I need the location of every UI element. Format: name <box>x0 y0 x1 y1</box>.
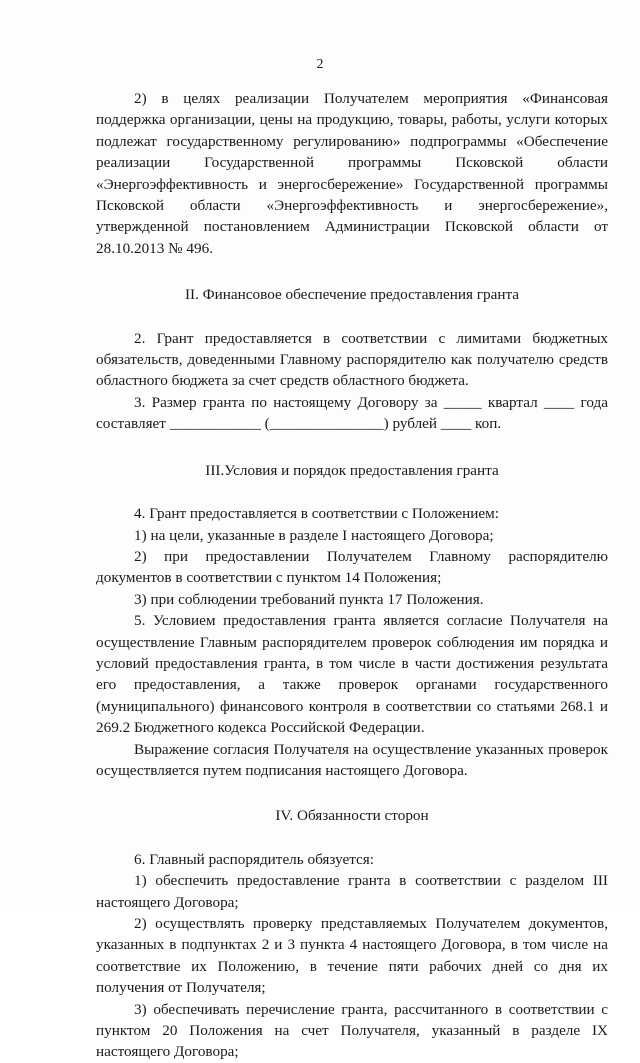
section-heading-3: III.Условия и порядок предоставления гранта <box>205 461 499 479</box>
paragraph-4-3: 3) при соблюдении требований пункта 17 Положения. <box>134 590 484 608</box>
paragraph-6-3: 3) обеспечивать перечисление гранта, рассчитанного в соответствии с пунктом 20 Положения на счет Получателя, указанный в разделе IX настоящего Договора; <box>96 1000 608 1061</box>
document-body <box>96 88 608 1063</box>
paragraph-6-1: 1) обеспечить предоставление гранта в соответствии с разделом III настоящего Договора; <box>96 872 608 911</box>
paragraph-3: 3. Размер гранта по настоящему Договору за _____ квартал ____ года составляет ____________ (_______________) рублей ____ коп. <box>96 393 608 433</box>
paragraph-5-consent: Выражение согласия Получателя на осуществление указанных проверок осуществляется путем подписания настоящего Договора. <box>96 740 608 779</box>
paragraph-2: 2. Грант предоставляется в соответствии с лимитами бюджетных обязательств, доведенными Главному распорядителю как получателю средств областного бюджета за счет средств областного бюджета. <box>96 329 608 390</box>
section-heading-4: IV. Обязанности сторон <box>275 807 429 825</box>
page-number: 2 <box>316 57 324 72</box>
paragraph-6: 6. Главный распорядитель обязуется: <box>134 850 374 868</box>
paragraph-4-1: 1) на цели, указанные в разделе I настоящего Договора; <box>134 526 494 544</box>
paragraph-6-2: 2) осуществлять проверку представляемых Получателем документов, указанных в подпунктах 2 и 3 пункта 4 настоящего Договора, в том числе на соответствие их Положению, в течение пяти рабочих дней со дня их получения от Получателя; <box>96 915 608 997</box>
paragraph-1-2: 2) в целях реализации Получателем мероприятия «Финансовая поддержка организации, цены на продукцию, товары, работы, услуги которых подлежат государственному регулированию» подпрограммы «Обеспечение реализации Государственной программы Псковской области «Энергоэффективность и энергосбережение» Государственной программы Псковской области «Энергоэффективность и энергосбережение», утвержденной постановлением Администрации Псковской области от 28.10.2013 № 496. <box>96 90 608 257</box>
paragraph-4-2: 2) при предоставлении Получателем Главному распорядителю документов в соответствии с пунктом 14 Положения; <box>96 547 608 587</box>
paragraph-4: 4. Грант предоставляется в соответствии с Положением: <box>134 505 499 523</box>
paragraph-5: 5. Условием предоставления гранта является согласие Получателя на осуществление Главным распорядителем проверок соблюдения им порядка и условий предоставления гранта, в том числе в части достижения результата его предоставления, а также проверок органами государственного (муниципального) финансового контроля в соответствии со статьями 268.1 и 269.2 Бюджетного кодекса Российской Федерации. <box>96 612 608 737</box>
section-heading-2: II. Финансовое обеспечение предоставления гранта <box>184 286 520 304</box>
